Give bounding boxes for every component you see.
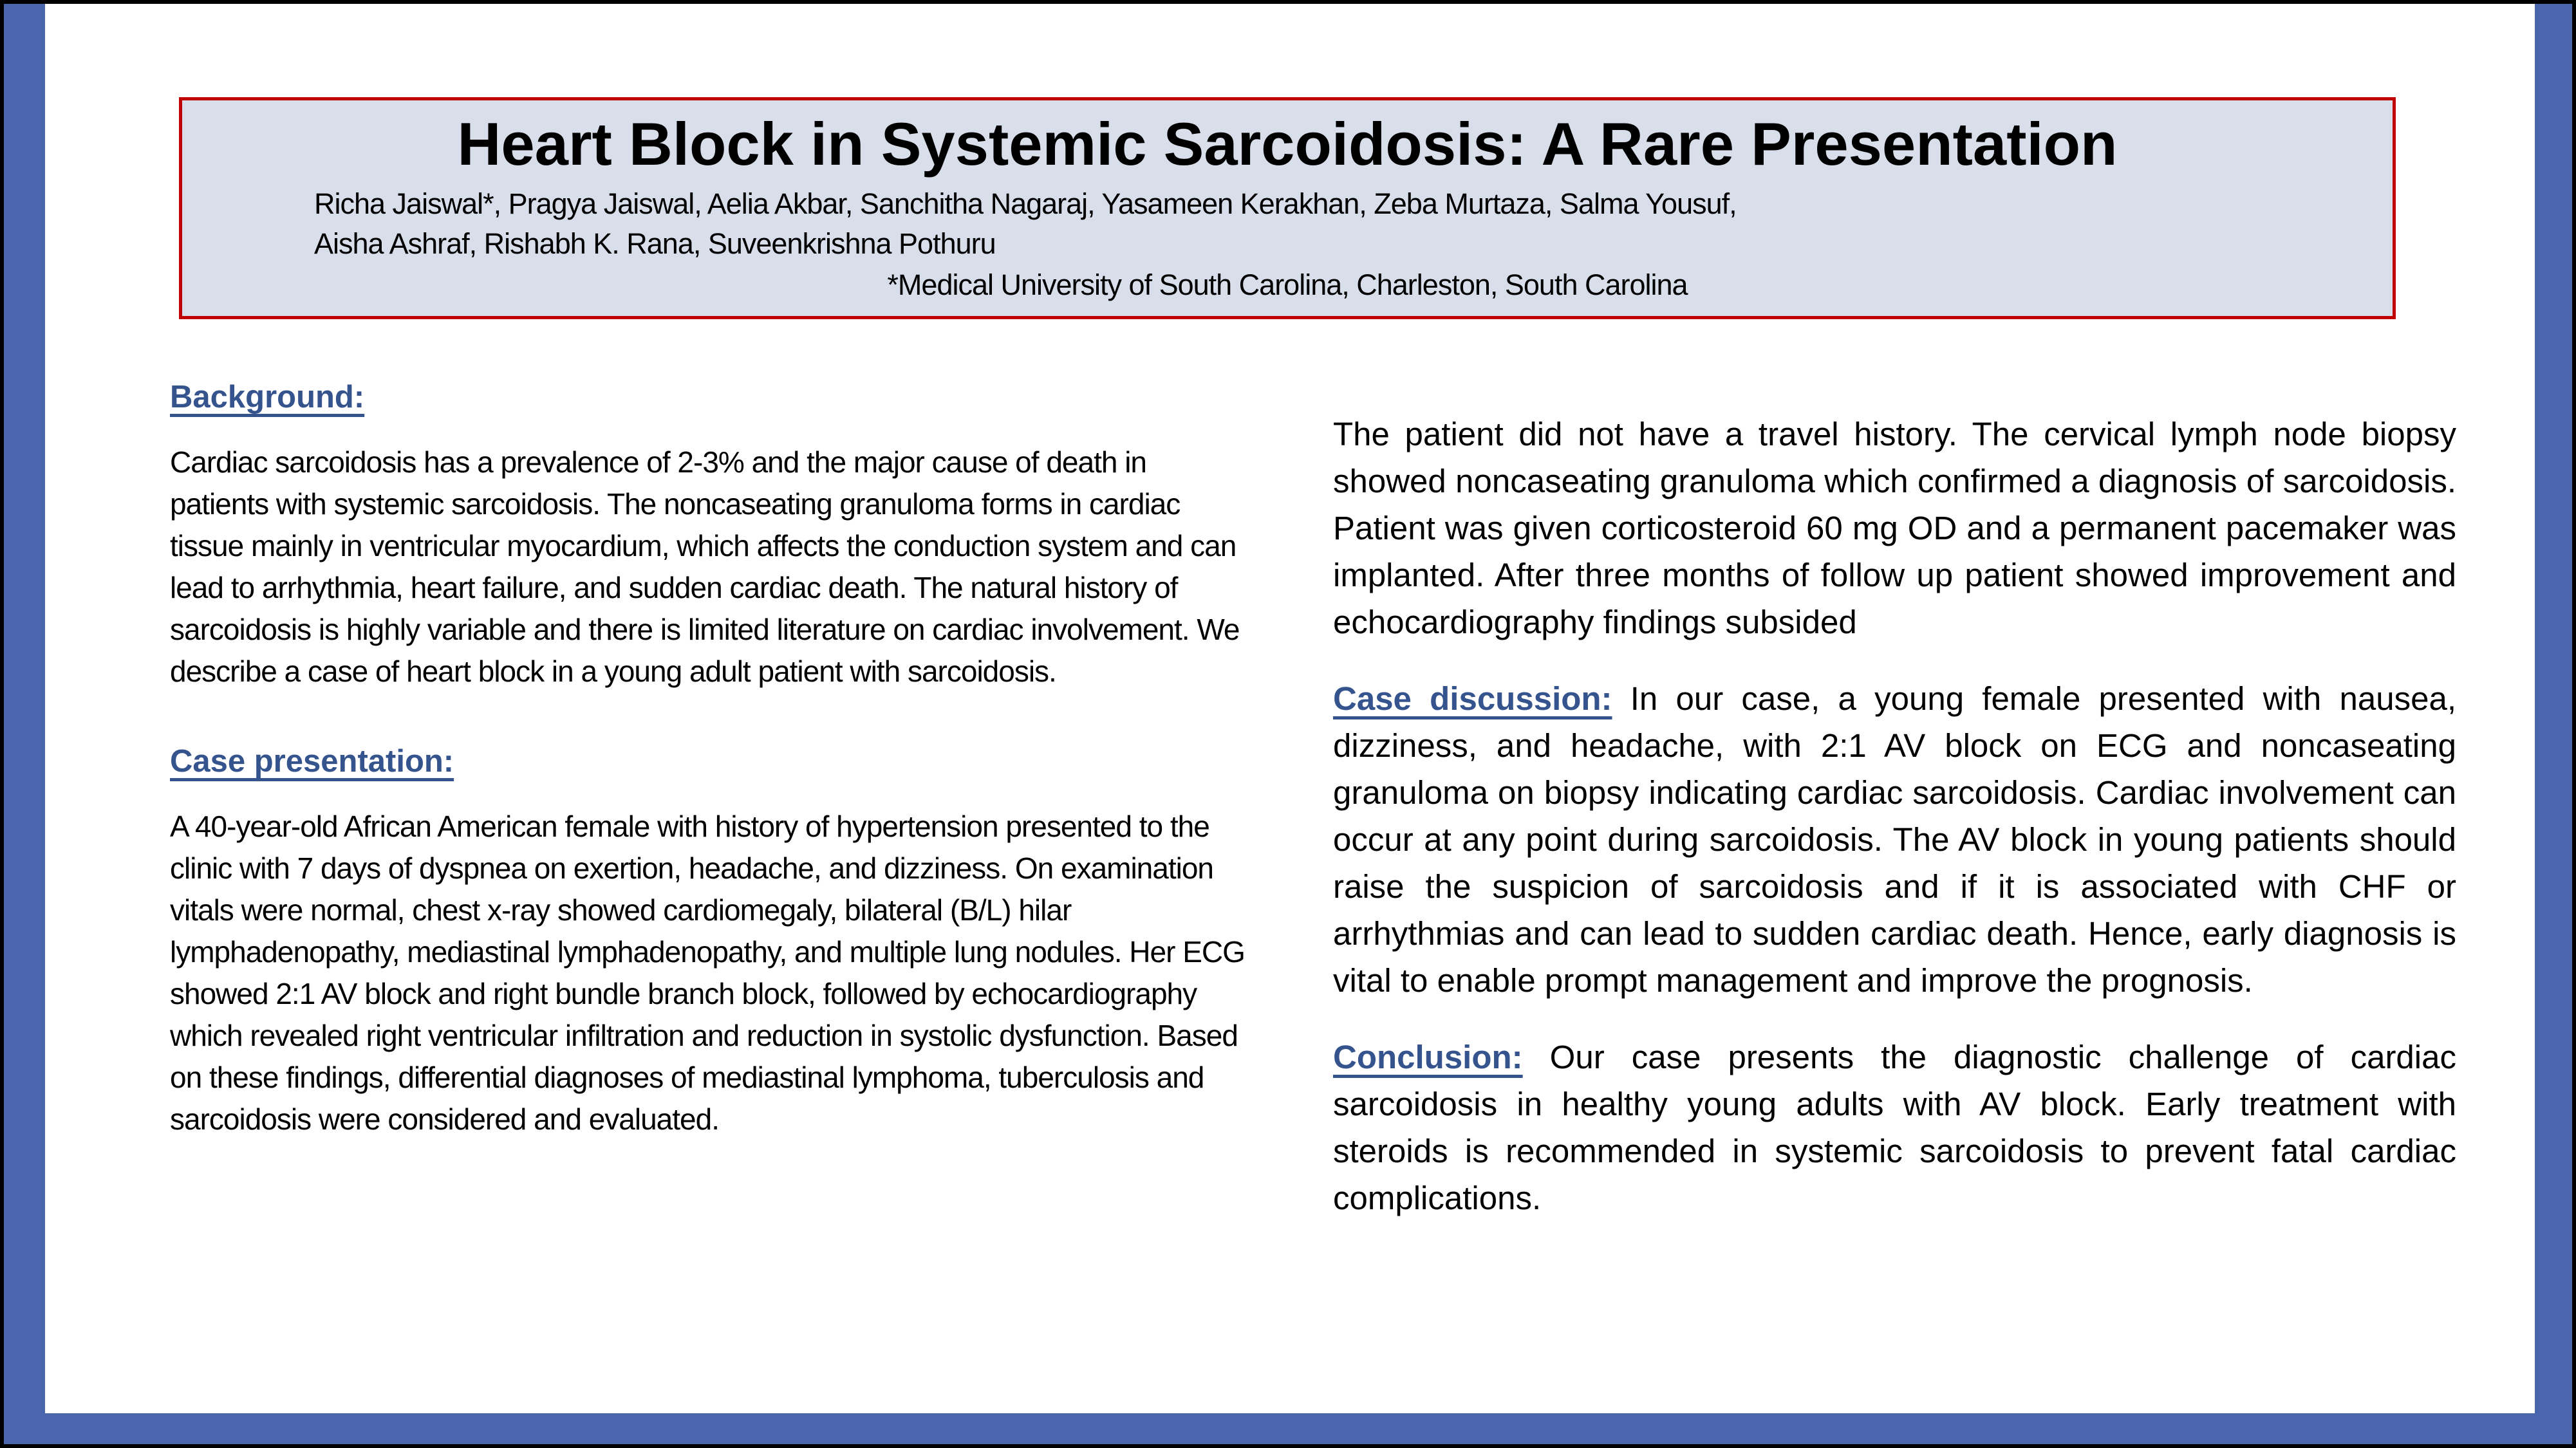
right-frame-bar bbox=[2535, 4, 2572, 1444]
poster-title: Heart Block in Systemic Sarcoidosis: A Rare Presentation bbox=[457, 110, 2118, 178]
conclusion-paragraph bbox=[1333, 1034, 2456, 1221]
conclusion-heading: Conclusion: bbox=[1333, 1039, 1523, 1075]
affiliation-line: *Medical University of South Carolina, Charleston, South Carolina bbox=[887, 268, 1688, 301]
authors-line-2: Aisha Ashraf, Rishabh K. Rana, Suveenkrishna Pothuru bbox=[314, 227, 996, 260]
case-presentation-paragraph: A 40-year-old African American female with history of hypertension presented to the clinic with 7 days of dyspnea on exertion, headache, and dizziness. On examination vitals were normal, chest x-ray showed cardiomegaly, bilateral (B/L) hilar lymphadenopathy, mediastinal lymphadenopathy, and multiple lung nodules. Her ECG showed 2:1 AV block and right bundle branch block, followed by echocardiography which revealed right ventricular infiltration and reduction in systolic dysfunction. Based on these findings, differential diagnoses of mediastinal lymphoma, tuberculosis and sarcoidosis were considered and evaluated. bbox=[170, 810, 1245, 1136]
section-heading-case-presentation: Case presentation: bbox=[170, 744, 454, 779]
left-column bbox=[170, 377, 1245, 1140]
patient-course-paragraph: The patient did not have a travel history. The cervical lymph node biopsy showed noncaseating granuloma which confirmed a diagnosis of sarcoidosis. Patient was given corticosteroid 60 mg OD and a permanent pacemaker was implanted. After three months of follow up patient showed improvement and echocardiography findings subsided bbox=[1333, 416, 2456, 640]
section-heading-background: Background: bbox=[170, 380, 365, 414]
case-discussion-paragraph bbox=[1333, 675, 2456, 1004]
authors-line-1: Richa Jaiswal*, Pragya Jaiswal, Aelia Akbar, Sanchitha Nagaraj, Yasameen Kerakhan, Zeba Murtaza, Salma Yousuf, bbox=[314, 187, 1737, 220]
conclusion-text: Our case presents the diagnostic challenge of cardiac sarcoidosis in healthy young adults with AV block. Early treatment with steroids is recommended in systemic sarcoidosis to prevent fatal cardiac complications. bbox=[1333, 1039, 2456, 1216]
left-frame-bar bbox=[4, 4, 45, 1444]
authors-block bbox=[182, 184, 2393, 264]
case-discussion-heading: Case discussion: bbox=[1333, 680, 1612, 717]
right-column bbox=[1333, 411, 2456, 1221]
background-paragraph: Cardiac sarcoidosis has a prevalence of 2-3% and the major cause of death in patients with systemic sarcoidosis. The noncaseating granuloma forms in cardiac tissue mainly in ventricular myocardium, which affects the conduction system and can lead to arrhythmia, heart failure, and sudden cardiac death. The natural history of sarcoidosis is highly variable and there is limited literature on cardiac involvement. We describe a case of heart block in a young adult patient with sarcoidosis. bbox=[170, 445, 1240, 688]
title-box bbox=[179, 97, 2396, 319]
case-discussion-text: In our case, a young female presented with nausea, dizziness, and headache, with 2:1 AV block on ECG and noncaseating granuloma on biopsy indicating cardiac sarcoidosis. Cardiac involvement can occur at any point during sarcoidosis. The AV block in young patients should raise the suspicion of sarcoidosis and if it is associated with CHF or arrhythmias and can lead to sudden cardiac death. Hence, early diagnosis is vital to enable prompt management and improve the prognosis. bbox=[1333, 680, 2457, 999]
bottom-frame-bar bbox=[4, 1413, 2572, 1444]
